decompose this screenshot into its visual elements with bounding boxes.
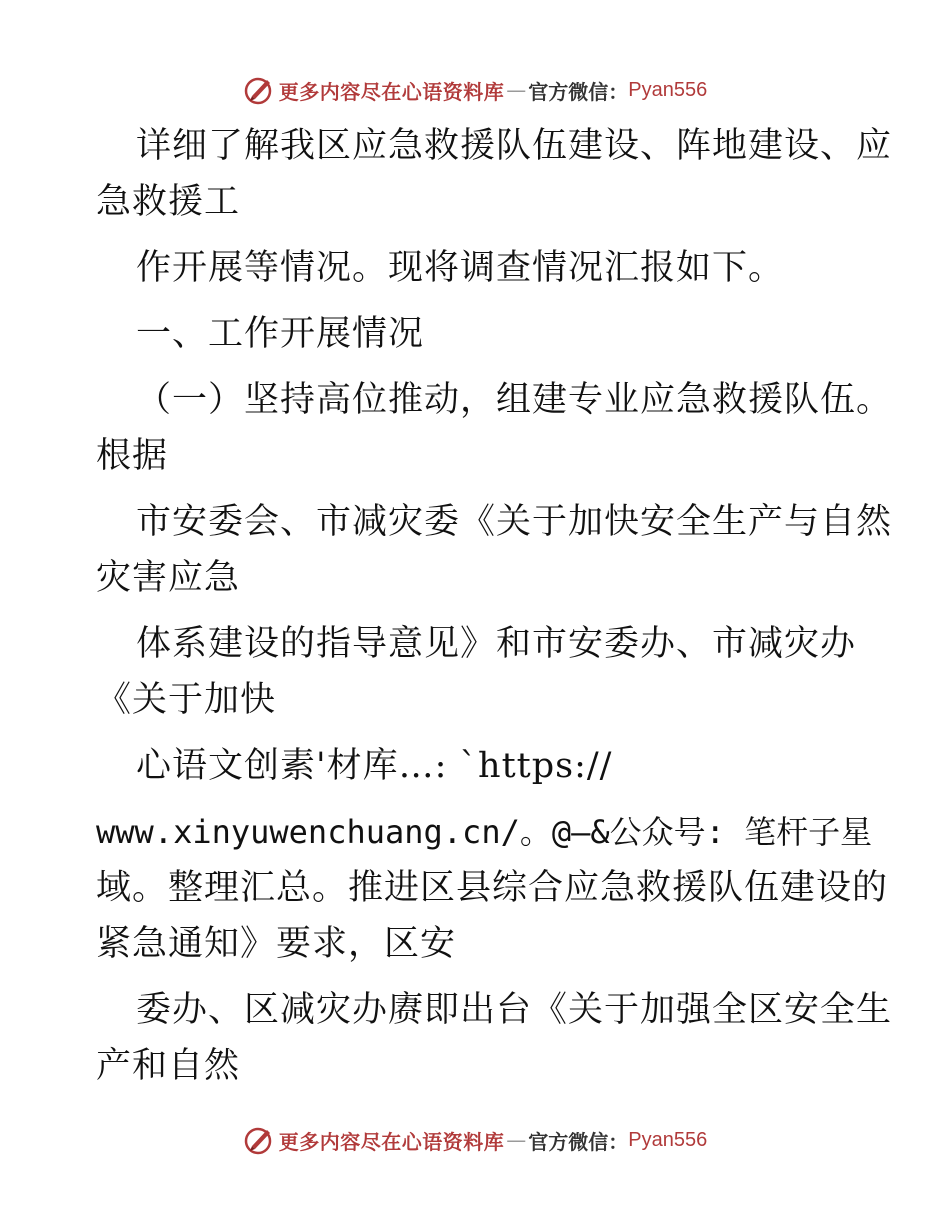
text-line: 市安委会、市减灾委《关于加快安全生产与自然 xyxy=(136,502,893,542)
text-line: 心语文创素'材库…: `https:// xyxy=(136,746,613,786)
text-line: 产和自然 xyxy=(96,1046,241,1086)
document-body xyxy=(96,118,893,1094)
banner-separator: — xyxy=(506,78,527,102)
text-line: 委办、区减灾办赓即出台《关于加强全区安全生 xyxy=(136,990,893,1030)
section-heading: 一、工作开展情况 xyxy=(136,314,425,354)
text-line: 详细了解我区应急救援队伍建设、阵地建设、应 xyxy=(136,126,893,166)
text-line: 域。整理汇总。推进区县综合应急救援队伍建设的 xyxy=(96,868,889,908)
text-line: 灾害应急 xyxy=(96,558,241,598)
text-line: 作开展等情况。现将调查情况汇报如下。 xyxy=(136,248,785,288)
text-line: 急救援工 xyxy=(96,182,241,222)
quill-logo-icon xyxy=(243,1124,275,1156)
text-line: www.xinyuwenchuang.cn/。@—&公众号: 笔杆子星 xyxy=(96,813,873,851)
banner-wechat-id: Pyan556 xyxy=(628,1128,708,1151)
banner-official-label: 官方微信： xyxy=(528,79,629,104)
text-line: 《关于加快 xyxy=(96,680,277,720)
text-line: 根据 xyxy=(96,436,169,476)
banner-wechat-id: Pyan556 xyxy=(628,78,708,101)
quill-logo-icon xyxy=(243,74,275,106)
header-banner xyxy=(0,70,950,110)
banner-separator: — xyxy=(506,1128,527,1152)
footer-banner xyxy=(0,1120,950,1160)
subsection-heading: （一）坚持高位推动，组建专业应急救援队伍。 xyxy=(136,380,893,420)
text-line: 体系建设的指导意见》和市安委办、市减灾办 xyxy=(136,624,857,664)
text-line: 紧急通知》要求，区安 xyxy=(96,924,457,964)
banner-text: 更多内容尽在心语资料库 xyxy=(278,1129,505,1154)
banner-text: 更多内容尽在心语资料库 xyxy=(278,79,505,104)
banner-official-label: 官方微信： xyxy=(528,1129,629,1154)
